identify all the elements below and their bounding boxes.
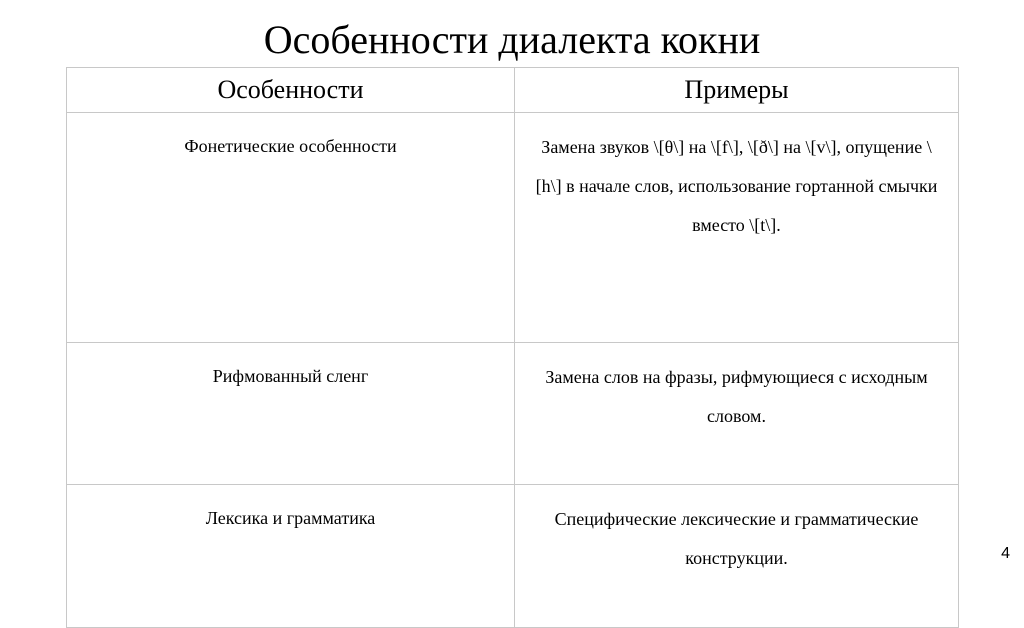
feature-cell: Лексика и грамматика [67,485,515,628]
header-examples: Примеры [515,68,959,113]
table-row [67,485,959,628]
example-cell: Замена слов на фразы, рифмующиеся с исходным словом. [515,343,959,485]
page-number: 4 [1001,545,1010,562]
table-row [67,343,959,485]
header-features: Особенности [67,68,515,113]
table-row [67,113,959,343]
table-header-row [67,68,959,113]
example-cell: Замена звуков \[θ\] на \[f\], \[ð\] на \[v\], опущение \[h\] в начале слов, использование гортанной смычки вместо \[t\]. [515,113,959,343]
example-cell: Специфические лексические и грамматические конструкции. [515,485,959,628]
features-table [66,67,959,628]
slide-title: Особенности диалекта кокни [263,17,761,62]
feature-cell: Фонетические особенности [67,113,515,343]
feature-cell: Рифмованный сленг [67,343,515,485]
